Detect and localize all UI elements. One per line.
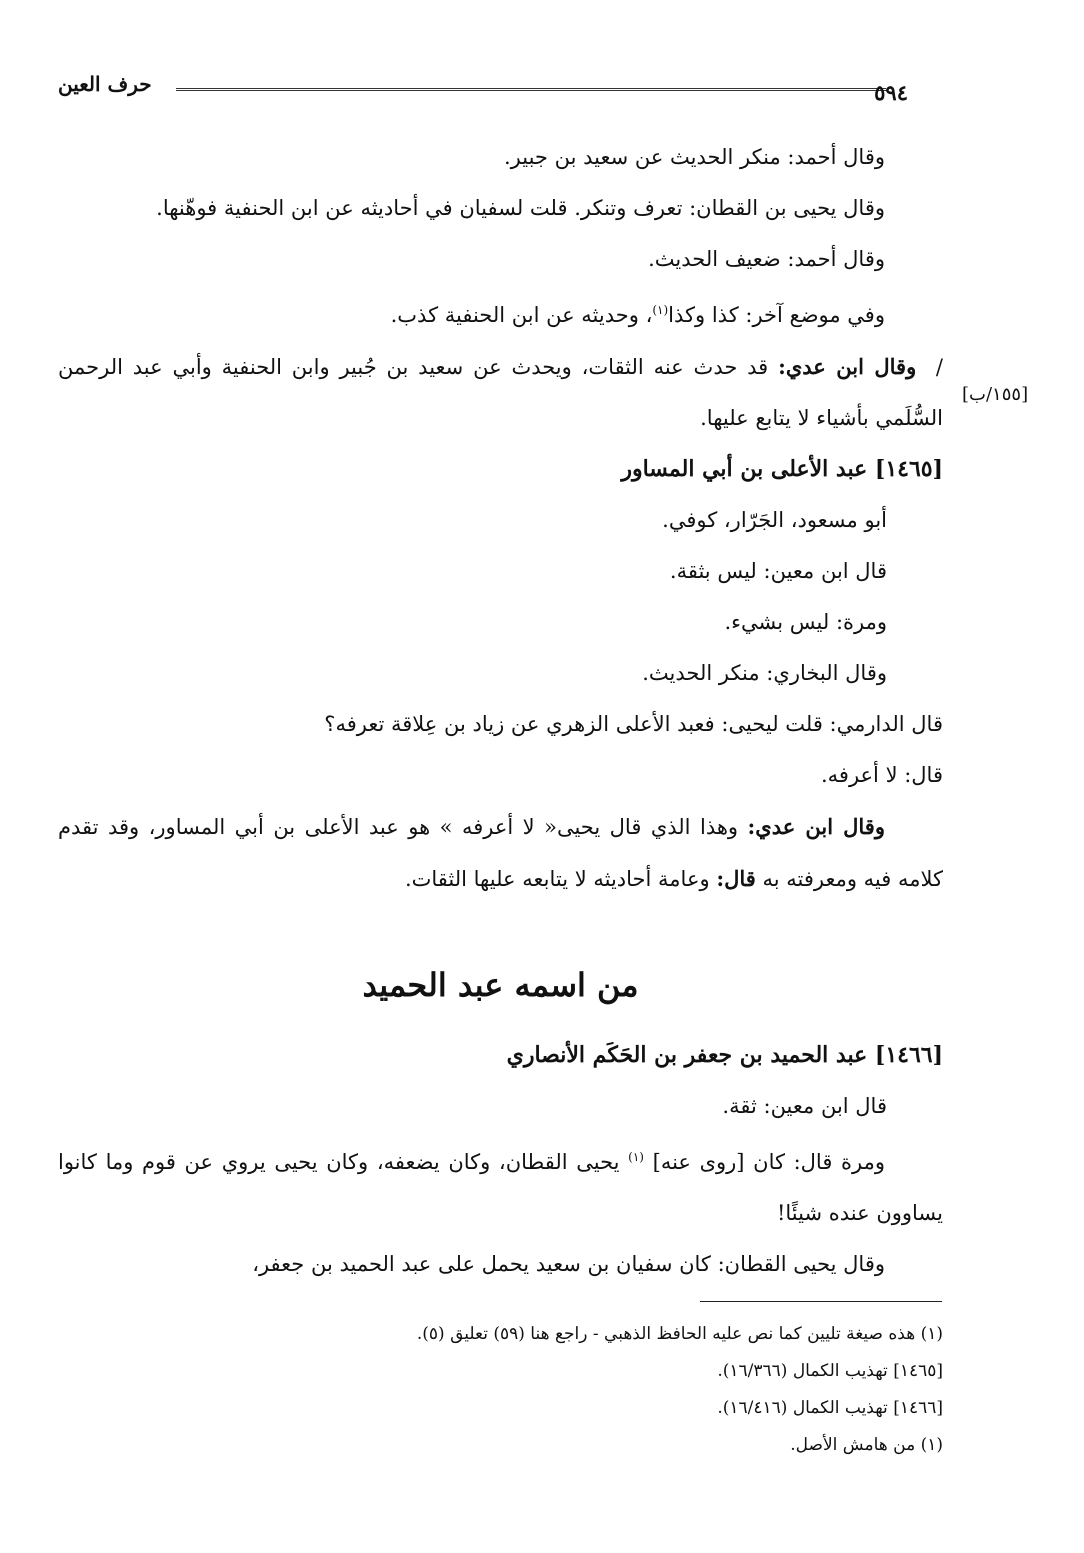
text-line: [58, 341, 943, 444]
text-line: وقال أحمد: ضعيف الحديث.: [648, 247, 885, 271]
text-line: قال ابن معين: ثقة.: [722, 1094, 887, 1118]
speaker-label: وقال ابن عدي:: [778, 354, 917, 379]
footnote: [١٤٦٦] تهذيب الكمال (١٦/٤١٦).: [717, 1398, 943, 1418]
text-segment: وفي موضع آخر: كذا وكذا: [668, 303, 885, 327]
footnote-ref: (١): [628, 1150, 644, 1164]
footnote: (١) من هامش الأصل.: [790, 1435, 943, 1455]
footnote-ref: (١): [652, 303, 669, 317]
page-number: ٥٩٤: [874, 80, 908, 105]
text-line: [58, 1132, 943, 1239]
text-line: قال الدارمي: قلت ليحيى: فعبد الأعلى الزهري عن زياد بن عِلاقة تعرفه؟: [324, 712, 943, 736]
text-line: وقال البخاري: منكر الحديث.: [642, 661, 887, 685]
entry-heading-1465: [١٤٦٥] عبد الأعلى بن أبي المساور: [621, 456, 943, 482]
margin-folio-note: [١٥٥/ب]: [962, 384, 1029, 405]
text-line: وقال يحيى بن القطان: تعرف وتنكر. قلت لسفيان في أحاديثه عن ابن الحنفية فوهّنها.: [156, 196, 885, 220]
text-line: ومرة: ليس بشيء.: [724, 610, 887, 634]
main-text-bottom: [58, 1030, 943, 1290]
text-line: [58, 801, 943, 905]
footnote: (١) هذه صيغة تليين كما نص عليه الحافظ الذهبي - راجع هنا (٥٩) تعليق (٥).: [416, 1324, 943, 1344]
entry-heading-1466: [١٤٦٦] عبد الحميد بن جعفر بن الحَكَم الأنصاري: [506, 1042, 943, 1068]
footnote: [١٤٦٥] تهذيب الكمال (١٦/٣٦٦).: [717, 1361, 943, 1381]
text-segment: قد حدث عنه الثقات، ويحدث عن سعيد بن جُبير وابن الحنفية وأبي عبد الرحمن السُّلَمي بأشياء لا يتابع عليها.: [58, 355, 943, 430]
text-segment: يحيى القطان، وكان يضعفه، وكان يحيى يروي عن قوم وما كانوا يساوون عنده شيئًا!: [58, 1150, 943, 1225]
text-line: وقال أحمد: منكر الحديث عن سعيد بن جبير.: [503, 145, 885, 169]
section-title: من اسمه عبد الحميد: [362, 966, 639, 1004]
text-line: [58, 285, 943, 341]
text-segment: وعامة أحاديثه لا يتابعه عليها الثقات.: [404, 867, 710, 891]
footnote-rule: [700, 1301, 942, 1302]
text-segment: ، وحديثه عن ابن الحنفية كذب.: [390, 303, 653, 327]
main-text-top: [58, 132, 943, 905]
text-segment: وهذا الذي قال يحيى« لا أعرفه » هو عبد الأعلى بن أبي المساور، وقد تقدم كلامه فيه ومعرفته به: [58, 815, 943, 891]
text-line: قال: لا أعرفه.: [820, 763, 943, 787]
header-rule: [176, 88, 886, 91]
speaker-label: قال:: [716, 866, 756, 891]
text-line: وقال يحيى القطان: كان سفيان بن سعيد يحمل على عبد الحميد بن جعفر،: [252, 1252, 885, 1276]
footnotes: [58, 1316, 943, 1464]
page-header: [58, 66, 908, 110]
chapter-title: حرف العين: [58, 72, 152, 96]
text-line: قال ابن معين: ليس بثقة.: [669, 559, 887, 583]
text-segment: ومرة قال: كان [روى عنه]: [652, 1150, 885, 1174]
folio-slash: /: [935, 355, 943, 379]
speaker-label: وقال ابن عدي:: [747, 814, 885, 839]
text-line: أبو مسعود، الجَرّار، كوفي.: [662, 508, 887, 532]
